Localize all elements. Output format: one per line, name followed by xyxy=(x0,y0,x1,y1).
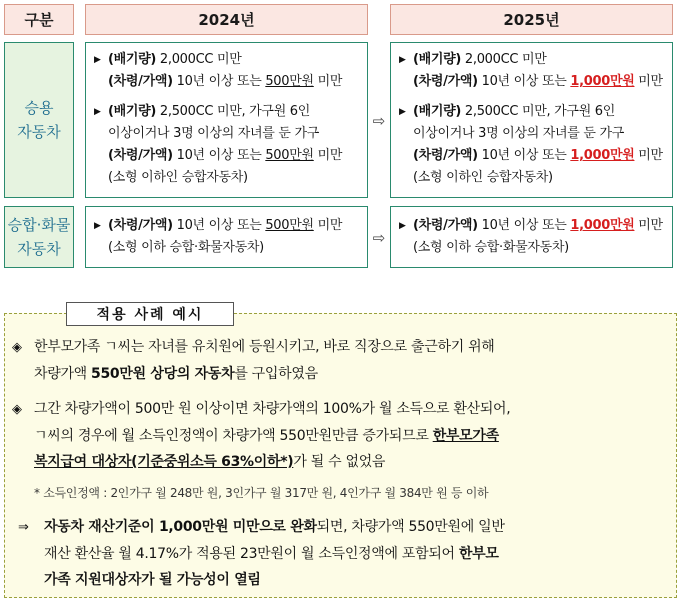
amount-highlight: 1,000만원 xyxy=(570,74,635,89)
text: 미만 xyxy=(313,218,343,233)
category-passenger-line2: 자동차 xyxy=(17,123,61,141)
text: 차량가액 xyxy=(34,366,92,382)
label: (차령/가액) xyxy=(413,74,478,89)
text: 되면, 차량가액 550만원에 일반 xyxy=(316,519,505,535)
text: 이상이거나 3명 이상의 자녀를 둔 가구 xyxy=(413,126,625,141)
label: (차령/가액) xyxy=(108,218,173,233)
text: 10년 이상 또는 xyxy=(477,148,571,163)
text: 10년 이상 또는 xyxy=(477,74,571,89)
label: (차령/가액) xyxy=(413,218,478,233)
text-bold: 한부모가족 xyxy=(432,428,499,444)
label: (차령/가액) xyxy=(108,148,173,163)
text-bold: 한부모 xyxy=(458,546,499,562)
bullet-triangle-icon: ▶ xyxy=(399,55,406,65)
van-2024-cell xyxy=(85,206,368,268)
text: 미만 xyxy=(313,148,343,163)
category-passenger xyxy=(4,42,74,198)
text-bold: 복지급여 대상자(기준중위소득 63%이하*) xyxy=(34,454,294,470)
text: 를 구입하였음 xyxy=(234,366,318,382)
text: 10년 이상 또는 xyxy=(172,148,266,163)
text: 한부모가족 ㄱ씨는 자녀를 유치원에 등원시키고, 바로 직장으로 출근하기 위해 xyxy=(34,339,495,355)
label: (차령/가액) xyxy=(413,148,478,163)
text: (소형 이하 승합·화물자동차) xyxy=(413,240,569,255)
right-arrow-icon: ⇨ xyxy=(372,229,386,247)
text: 10년 이상 또는 xyxy=(172,74,266,89)
right-arrow-icon: ⇨ xyxy=(372,112,386,130)
diamond-icon: ◈ xyxy=(12,402,22,417)
text: 10년 이상 또는 xyxy=(172,218,266,233)
passenger-2025-cell xyxy=(390,42,673,198)
text: 2,000CC 미만 xyxy=(461,52,547,67)
amount: 500만원 xyxy=(265,74,314,89)
example-paragraph-1 xyxy=(12,334,495,387)
amount-highlight: 1,000만원 xyxy=(570,218,635,233)
van-2025-cell xyxy=(390,206,673,268)
text-bold: 550만원 상당의 자동차 xyxy=(91,366,235,382)
text: 10년 이상 또는 xyxy=(477,218,571,233)
text: 2,500CC 미만, 가구원 6인 xyxy=(156,104,311,119)
bullet-triangle-icon: ▶ xyxy=(94,107,101,117)
text: (소형 이하인 승합자동차) xyxy=(108,170,248,185)
bullet-triangle-icon: ▶ xyxy=(399,107,406,117)
text: 이상이거나 3명 이상의 자녀를 둔 가구 xyxy=(108,126,320,141)
amount: 500만원 xyxy=(265,218,314,233)
header-category: 구분 xyxy=(4,4,74,35)
header-2024: 2024년 xyxy=(85,4,368,35)
example-title: 적용 사례 예시 xyxy=(66,302,234,326)
text: (소형 이하인 승합자동차) xyxy=(413,170,553,185)
hollow-arrow-icon: ⇒ xyxy=(18,520,29,535)
passenger-2024-cell xyxy=(85,42,368,198)
text: 가 될 수 없었음 xyxy=(293,454,386,470)
category-van xyxy=(4,206,74,268)
label: (배기량) xyxy=(108,104,157,119)
bullet-triangle-icon: ▶ xyxy=(399,221,406,231)
text: 재산 환산율 월 4.17%가 적용된 23만원이 월 소득인정액에 포함되어 xyxy=(44,546,459,562)
example-note: * 소득인정액 : 2인가구 월 248만 원, 3인가구 월 317만 원, 4인가구 월 384만 원 등 이하 xyxy=(34,486,489,500)
text-bold: 가족 지원대상자가 될 가능성이 열림 xyxy=(44,572,261,588)
text: 2,000CC 미만 xyxy=(156,52,242,67)
label: (배기량) xyxy=(413,52,462,67)
header-2025: 2025년 xyxy=(390,4,673,35)
text: 2,500CC 미만, 가구원 6인 xyxy=(461,104,616,119)
text: 미만 xyxy=(634,74,663,89)
label: (배기량) xyxy=(108,52,157,67)
category-van-line1: 승합·화물 xyxy=(7,216,71,234)
example-paragraph-3 xyxy=(18,514,505,593)
label: (차령/가액) xyxy=(108,74,173,89)
amount-highlight: 1,000만원 xyxy=(570,148,635,163)
text: (소형 이하 승합·화물자동차) xyxy=(108,240,264,255)
bullet-triangle-icon: ▶ xyxy=(94,55,101,65)
text: 그간 차량가액이 500만 원 이상이면 차량가액의 100%가 월 소득으로 환산되어, xyxy=(34,401,511,417)
category-passenger-line1: 승용 xyxy=(24,99,54,117)
category-van-line2: 자동차 xyxy=(17,240,61,258)
label: (배기량) xyxy=(413,104,462,119)
text: ㄱ씨의 경우에 월 소득인정액이 차량가액 550만원만큼 증가되므로 xyxy=(34,428,433,444)
bullet-triangle-icon: ▶ xyxy=(94,221,101,231)
text: 미만 xyxy=(634,148,663,163)
amount: 500만원 xyxy=(265,148,314,163)
diamond-icon: ◈ xyxy=(12,340,22,355)
example-paragraph-2 xyxy=(12,396,510,475)
text-bold: 자동차 재산기준이 1,000만원 미만으로 완화 xyxy=(44,519,317,535)
text: 미만 xyxy=(313,74,343,89)
text: 미만 xyxy=(634,218,663,233)
